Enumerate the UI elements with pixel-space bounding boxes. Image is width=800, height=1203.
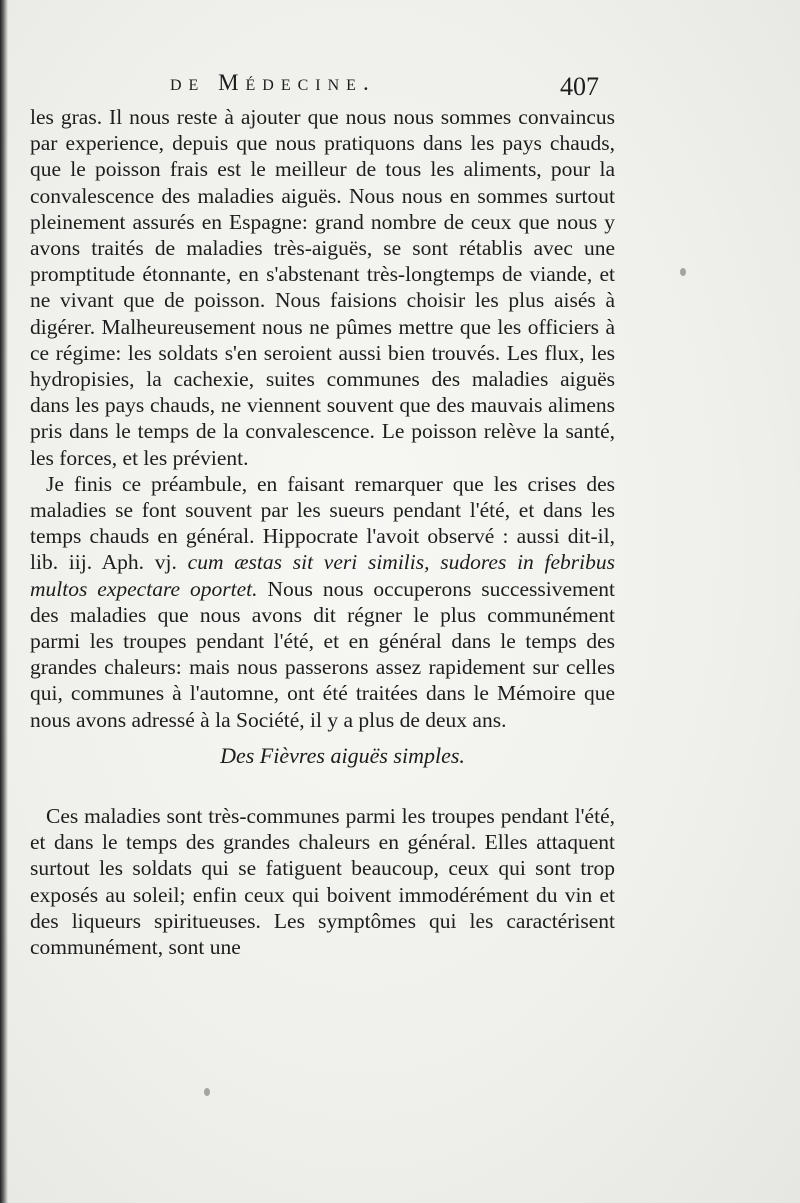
body-text (30, 104, 615, 960)
ink-smudge (680, 268, 686, 276)
paragraph-preamble (30, 471, 615, 733)
page-number: 407 (560, 72, 599, 101)
preamble-text-continued: Nous nous occuperons successivement des maladies que nous avons dit régner le plus communément parmi les troupes pendant l'été, et en général dans le temps des grandes chaleurs: mais nous passerons assez rapidement sur celles qui, communes à l'automne, ont été traitées dans le Mémoire que nous avons adressé à la Société, il y a plus de deux ans. (30, 576, 616, 732)
latin-quotation: cum æstas sit veri similis, sudores in febribus multos expectare oportet. (30, 550, 616, 601)
book-spine-shadow (0, 0, 8, 1203)
paragraph-convalescence: les gras. Il nous reste à ajouter que nous nous sommes convaincus par experience, depuis que nous pratiquons dans les pays chauds, que le poisson frais est le meilleur de tous les aliments, pour la convalescence des maladies aiguës. Nous nous en sommes surtout pleinement assurés en Espagne: grand nombre de ceux que nous y avons traités de maladies très-aiguës, se sont rétablis avec une promptitude étonnante, en s'abstenant très-longtemps de viande, et ne vivant que de poisson. Nous faisions choisir les plus aisés à digérer. Malheureusement nous ne pûmes mettre que les officiers à ce régime: les soldats s'en seroient aussi bien trouvés. Les flux, les hydropisies, la cachexie, suites communes des maladies aiguës dans les pays chauds, ne viennent souvent que des mauvais alimens pris dans le temps de la convalescence. Le poisson relève la santé, les forces, et les prévient. (30, 105, 615, 470)
section-heading: Des Fièvres aiguës simples. (220, 742, 465, 768)
ink-smudge (204, 1088, 210, 1096)
preamble-text: Je finis ce préambule, en faisant remarquer que les crises des maladies se font souvent par les sueurs pendant l'été, et dans les temps chauds en général. Hippocrate l'avoit observé : aussi dit-il, lib. iij. Aph. vj. (30, 471, 615, 575)
running-title: de Médecine. (170, 70, 376, 95)
paragraph-fevers: Ces maladies sont très-communes parmi les troupes pendant l'été, et dans le temps des grandes chaleurs en général. Elles attaquent surtout les soldats qui se fatiguent beaucoup, ceux qui sont trop exposés au soleil; enfin ceux qui boivent immodérément du vin et des liqueurs spiritueuses. Les symptômes qui les caractérisent communément, sont une (30, 804, 615, 960)
